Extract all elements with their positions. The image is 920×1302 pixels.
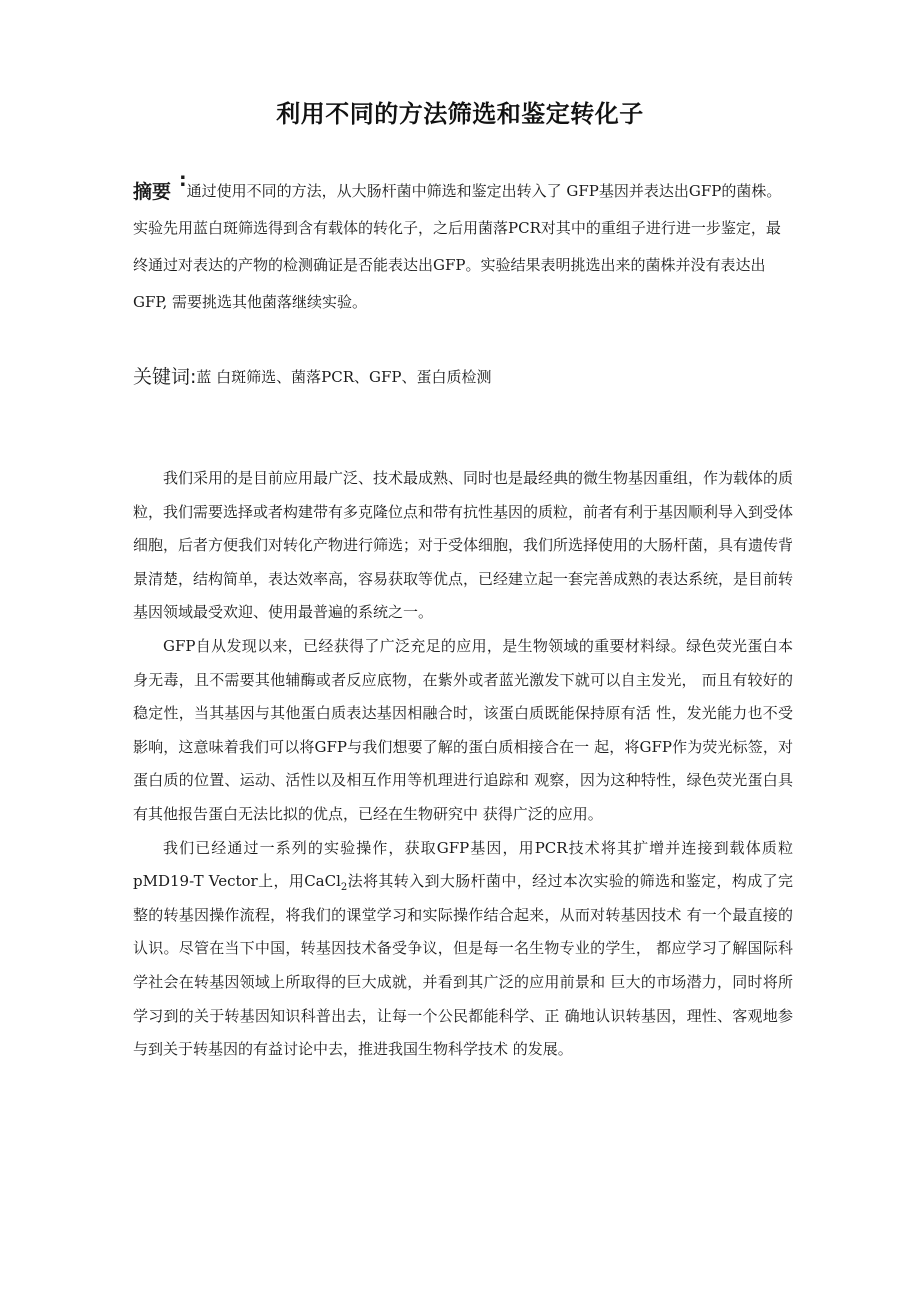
paragraph-3-subscript: 2 <box>340 882 348 894</box>
paragraph-1: 我们采用的是目前应用最广泛、技术最成熟、同时也是最经典的微生物基因重组，作为载体的质粒，我们需要选择或者构建带有多克隆位点和带有抗性基因的质粒，前者有利于基因顺利导入到受体细胞，后者方便我们对转化产物进行筛选；对于受体细胞，我们所选择使用的大肠杆菌，具有遗传背景清楚，结构简单，表达效率高，容易获取等优点，已经建立起一套完善成熟的表达系统，是目前转基因领域最受欢迎、使用最普遍的系统之一。 <box>133 469 794 622</box>
abstract-section <box>133 169 793 321</box>
paragraph-2: GFP自从发现以来，已经获得了广泛充足的应用，是生物领域的重要材料绿。绿色荧光蛋白本身无毒，且不需要其他辅酶或者反应底物，在紫外或者蓝光激发下就可以自主发光， 而且有较好的稳定性，当其基因与其他蛋白质表达基因相融合时，该蛋白质既能保持原有活 性，发光能力也不受影响，这意味着我们可以将GFP与我们想要了解的蛋白质相接合在一 起，将GFP作为荧光标签，对蛋白质的位置、运动、活性以及相互作用等机理进行追踪和 观察，因为这种特性，绿色荧光蛋白具有其他报告蛋白无法比拟的优点，已经在生物研究中 获得广泛的应用。 <box>133 636 793 823</box>
abstract-text: 通过使用不同的方法，从大肠杆菌中筛选和鉴定出转入了 GFP基因并表达出GFP的菌株。实验先用蓝白斑筛选得到含有载体的转化子，之后用菌落PCR对其中的重组子进行进一步鉴定，最终通过对表达的产物的检测确证是否能表达出GFP。实验结果表明挑选出来的菌株并没有表达出GFP, 需要挑选其他菌落继续实验。 <box>133 182 782 311</box>
document-title: 利用不同的方法筛选和鉴定转化子 <box>276 100 644 128</box>
keywords-label: 关键词: <box>133 366 197 388</box>
abstract-colon: : <box>179 169 187 191</box>
body-text <box>133 462 793 1067</box>
paragraph-3 <box>133 832 793 1067</box>
abstract-label: 摘要 <box>133 181 172 203</box>
keywords-text: 蓝 白斑筛选、菌落PCR、GFP、蛋白质检测 <box>196 368 492 386</box>
paragraph-3-part-b: 法将其转入到大肠杆菌中，经过本次实验的筛选和鉴定，构成了完整的转基因操作流程，将我们的课堂学习和实际操作结合起来，从而对转基因技术 有一个最直接的认识。尽管在当下中国，转基因技术备受争议，但是每一名生物专业的学生， 都应学习了解国际科学社会在转基因领域上所取得的巨大成就，并看到其广泛的应用前景和 巨大的市场潜力，同时将所学习到的关于转基因知识科普出去，让每一个公民都能科学、正 确地认识转基因，理性、客观地参与到关于转基因的有益讨论中去，推进我国生物科学技术 的发展。 <box>133 872 793 1059</box>
paragraph-3-part-a: 我们已经通过一系列的实验操作，获取GFP基因，用PCR技术将其扩增并连接到载体质粒pMD19-T Vector上，用CaCl <box>133 838 793 891</box>
keywords-section <box>133 360 793 393</box>
